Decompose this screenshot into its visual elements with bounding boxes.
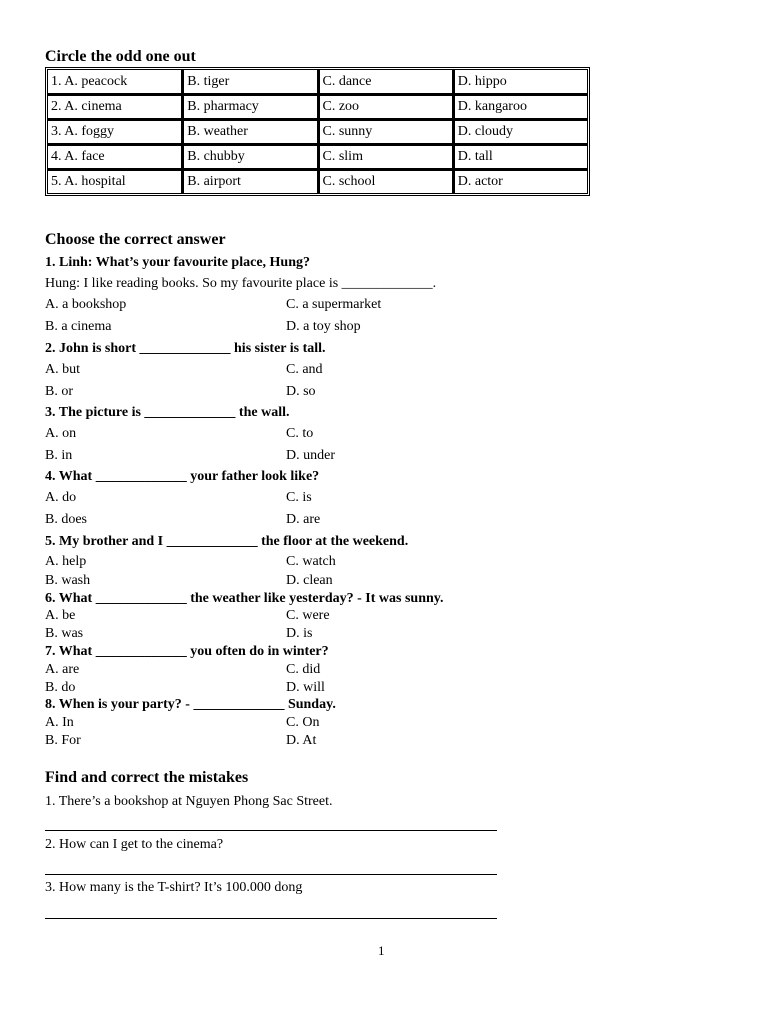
option-c: C. is	[286, 490, 312, 505]
table-cell: D. cloudy	[453, 119, 588, 144]
table-cell: D. kangaroo	[453, 94, 588, 119]
table-cell: D. tall	[453, 144, 588, 169]
table-row	[47, 144, 588, 169]
option-a: A. but	[45, 362, 80, 377]
table-row	[47, 69, 588, 94]
question-5: 5. My brother and I _____________ the floor at the weekend.	[45, 534, 409, 549]
option-d: D. a toy shop	[286, 319, 361, 334]
table-cell: B. weather	[182, 119, 317, 144]
table-cell: C. slim	[318, 144, 453, 169]
answer-line	[45, 918, 497, 919]
option-c: C. watch	[286, 554, 336, 569]
table-cell: 4. A. face	[47, 144, 182, 169]
question-8: 8. When is your party? - _____________ Sunday.	[45, 697, 336, 712]
question-3: 3. The picture is _____________ the wall.	[45, 405, 290, 420]
option-d: D. so	[286, 384, 316, 399]
answer-line	[45, 830, 497, 831]
table-cell: C. sunny	[318, 119, 453, 144]
table-cell: C. school	[318, 169, 453, 194]
option-a: A. are	[45, 662, 80, 677]
option-a: A. do	[45, 490, 77, 505]
section-title-odd-one-out: Circle the odd one out	[45, 48, 196, 65]
mistake-sentence-1: 1. There’s a bookshop at Nguyen Phong Sac Street.	[45, 794, 333, 809]
section-title-find-mistakes: Find and correct the mistakes	[45, 769, 249, 786]
option-a: A. on	[45, 426, 77, 441]
option-d: D. are	[286, 512, 321, 527]
option-d: D. will	[286, 680, 325, 695]
table-cell: B. tiger	[182, 69, 317, 94]
question-4: 4. What _____________ your father look like?	[45, 469, 320, 484]
table-cell: B. airport	[182, 169, 317, 194]
question-6: 6. What _____________ the weather like yesterday? - It was sunny.	[45, 591, 444, 606]
question-2: 2. John is short _____________ his sister is tall.	[45, 341, 326, 356]
mistake-sentence-3: 3. How many is the T-shirt? It’s 100.000 dong	[45, 880, 303, 895]
option-c: C. On	[286, 715, 320, 730]
option-b: B. does	[45, 512, 87, 527]
question-7: 7. What _____________ you often do in winter?	[45, 644, 329, 659]
table-cell: D. hippo	[453, 69, 588, 94]
option-d: D. At	[286, 733, 317, 748]
table-cell: C. dance	[318, 69, 453, 94]
option-d: D. clean	[286, 573, 333, 588]
section-title-choose-answer: Choose the correct answer	[45, 231, 226, 248]
table-cell: C. zoo	[318, 94, 453, 119]
mistake-sentence-2: 2. How can I get to the cinema?	[45, 837, 224, 852]
table-row	[47, 169, 588, 194]
question-1-dialogue: Hung: I like reading books. So my favourite place is _____________.	[45, 276, 437, 291]
option-a: A. In	[45, 715, 74, 730]
table-cell: B. chubby	[182, 144, 317, 169]
option-c: C. to	[286, 426, 314, 441]
table-cell: 1. A. peacock	[47, 69, 182, 94]
option-b: B. in	[45, 448, 73, 463]
table-cell: 3. A. foggy	[47, 119, 182, 144]
option-b: B. or	[45, 384, 73, 399]
table-cell: B. pharmacy	[182, 94, 317, 119]
option-b: B. wash	[45, 573, 91, 588]
table-cell: D. actor	[453, 169, 588, 194]
table-row	[47, 119, 588, 144]
option-c: C. did	[286, 662, 321, 677]
option-c: C. and	[286, 362, 323, 377]
table-row	[47, 94, 588, 119]
page-number: 1	[378, 943, 385, 958]
option-d: D. under	[286, 448, 335, 463]
option-b: B. was	[45, 626, 84, 641]
option-d: D. is	[286, 626, 313, 641]
table-cell: 2. A. cinema	[47, 94, 182, 119]
table-cell: 5. A. hospital	[47, 169, 182, 194]
option-a: A. be	[45, 608, 76, 623]
option-b: B. a cinema	[45, 319, 112, 334]
answer-line	[45, 874, 497, 875]
option-c: C. a supermarket	[286, 297, 382, 312]
option-a: A. help	[45, 554, 87, 569]
question-1: 1. Linh: What’s your favourite place, Hung?	[45, 255, 310, 270]
option-c: C. were	[286, 608, 330, 623]
option-b: B. For	[45, 733, 81, 748]
option-a: A. a bookshop	[45, 297, 127, 312]
odd-one-out-table	[45, 67, 590, 196]
option-b: B. do	[45, 680, 76, 695]
